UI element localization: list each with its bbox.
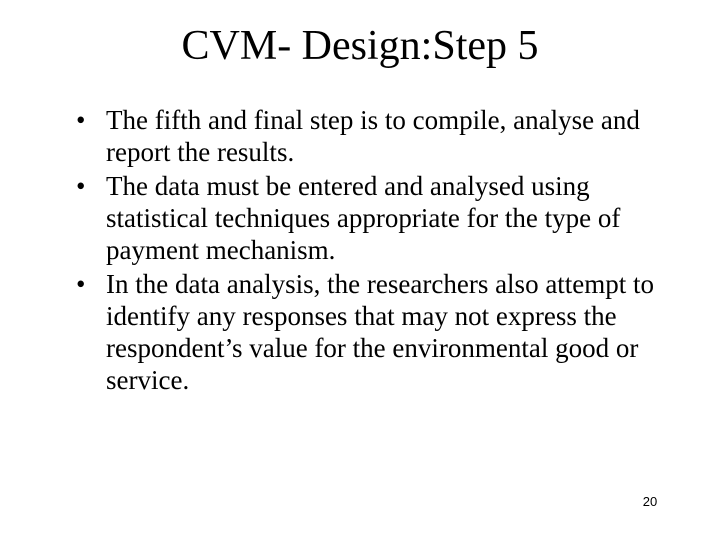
bullet-text-3: In the data analysis, the researchers also attempt to identify any responses that may not express the respondent’s value for the environmental good or service. (106, 269, 655, 395)
bullet-item-1 (76, 104, 696, 168)
bullet-list (76, 104, 696, 398)
bullet-icon: • (76, 171, 86, 201)
bullet-item-3 (76, 268, 696, 396)
page-number: 20 (642, 494, 658, 509)
bullet-text-1: The fifth and final step is to compile, analyse and report the results. (106, 105, 640, 167)
bullet-icon: • (76, 105, 86, 135)
bullet-icon: • (76, 269, 86, 299)
slide-title: CVM- Design:Step 5 (181, 23, 539, 69)
bullet-text-2: The data must be entered and analysed using statistical techniques appropriate for the type of payment mechanism. (106, 171, 621, 265)
bullet-item-2 (76, 170, 696, 266)
